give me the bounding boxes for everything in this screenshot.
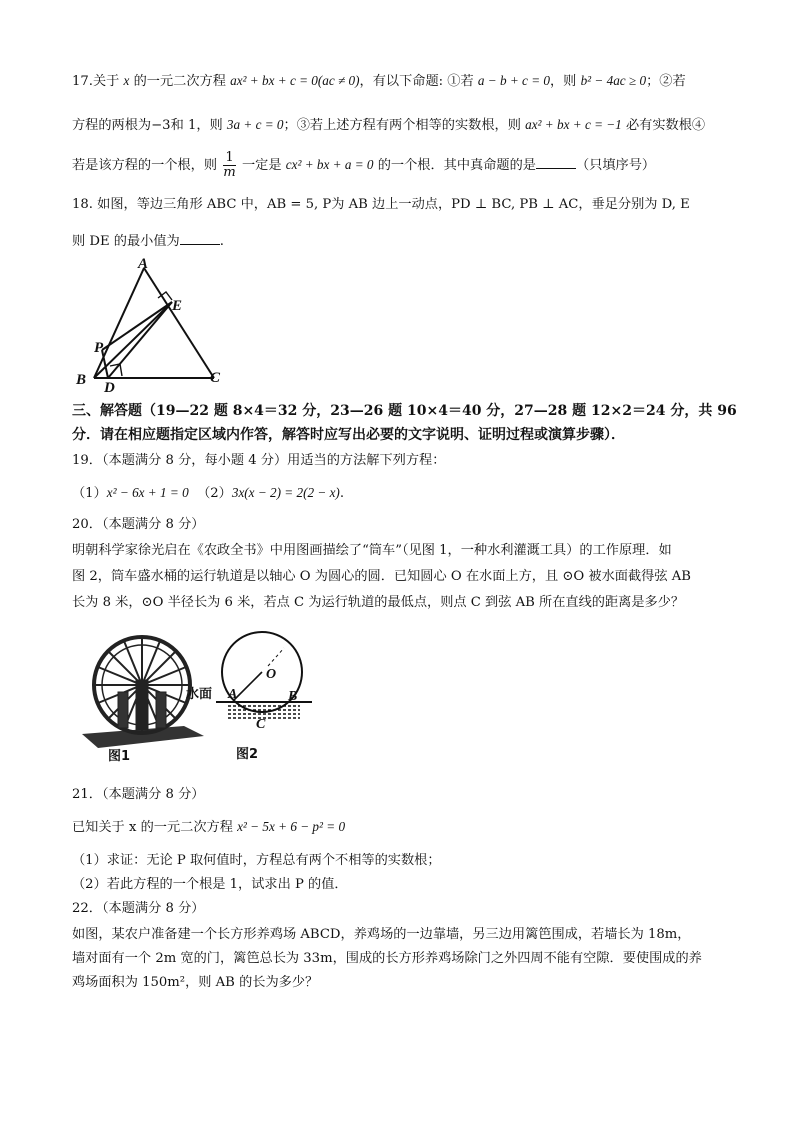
q18-line1: 18. 如图，等边三角形 ABC 中，AB = 5, P为 AB 边上一动点，PD ⊥ BC, PB ⊥ AC，垂足分别为 D, E	[72, 197, 690, 212]
q20-line4: 长为 8 米，⊙O 半径长为 6 米，若点 C 为运行轨道的最低点，则点 C 到弦 AB 所在直线的距离是多少？	[72, 595, 685, 610]
section-3-heading: 三、解答题（19—22 题 8×4＝32 分，23—26 题 10×4＝40 分，27—28 题 12×2＝24 分，共 96	[72, 403, 737, 419]
q21-part2: （2）若此方程的一个根是 1，试求出 P 的值．	[72, 877, 348, 892]
fraction-1-over-m: $\frac{1}{m}$	[223, 150, 236, 180]
label-b: B	[76, 372, 87, 388]
q19-equations: （1）x² − 6x + 1 = 0 （2）3x(x − 2) = 2(2 − x).	[72, 485, 345, 501]
q18-line2: 则 DE 的最小值为 .	[72, 234, 224, 249]
label-c: C	[210, 370, 221, 386]
q22-line3: 墙对面有一个 2m 宽的门，篱笆总长为 33m，围成的长方形养鸡场除门之外四周不能有空隙．要使围成的养	[72, 951, 702, 966]
label-b: B	[288, 689, 298, 704]
dashed-line	[268, 648, 284, 666]
label-a: A	[228, 687, 238, 702]
q21-equation: x² − 5x + 6 − p² = 0	[237, 819, 346, 834]
label-a: A	[138, 256, 149, 272]
figure-1-caption: 图1	[108, 749, 131, 764]
equation-1: x² − 6x + 1 = 0	[106, 485, 189, 500]
q17-equation: ax² + bx + c = 0(ac ≠ 0)	[230, 73, 360, 88]
q22-line2: 如图，某农户准备建一个长方形养鸡场 ABCD，养鸡场的一边靠墙，另三边用篱笆围成，若墙长为 18m，	[72, 927, 691, 942]
q20-line1: 20．（本题满分 8 分）	[72, 517, 205, 532]
q22-line1: 22．（本题满分 8 分）	[72, 901, 205, 916]
q19-line1: 19．（本题满分 8 分，每小题 4 分）用适当的方法解下列方程：	[72, 453, 446, 468]
side-ab	[94, 268, 144, 378]
equation-2: 3x(x − 2) = 2(2 − x)	[231, 485, 340, 500]
answer-blank	[536, 156, 576, 169]
radius-oa	[234, 672, 262, 700]
q21-line2: 已知关于 x 的一元二次方程 x² − 5x + 6 − p² = 0	[72, 819, 346, 835]
section-3-heading-cont: 分．请在相应题指定区域内作答，解答时应写出必要的文字说明、证明过程或演算步骤）．	[72, 427, 625, 443]
label-d: D	[104, 380, 115, 394]
q17-line3: 若是该方程的一个根，则 $\frac{1}{m}$ 一定是 cx² + bx + a = 0 的一个根．其中真命题的是 （只填序号）	[72, 150, 656, 180]
wheel-support	[156, 692, 166, 728]
wheel-post	[136, 680, 148, 730]
segment-be	[94, 302, 172, 378]
wheel-support	[118, 692, 128, 728]
label-e: E	[172, 298, 183, 314]
q17-line1: 17.关于 x 的一元二次方程 ax² + bx + c = 0(ac ≠ 0)，有以下命题: ①若 a − b + c = 0，则 b² − 4ac ≥ 0；②若	[72, 73, 686, 89]
label-p: P	[94, 340, 104, 356]
water-surface-label: 水面	[186, 687, 213, 702]
answer-blank	[180, 232, 220, 245]
q17-line2: 方程的两根为−3和 1，则 3a + c = 0；③若上述方程有两个相等的实数根，则 ax² + bx + c = −1 必有实数根④	[72, 117, 706, 133]
circle-figure-2	[180, 624, 330, 765]
figure-2-caption: 图2	[236, 747, 259, 762]
label-o: O	[266, 667, 277, 682]
q22-line4: 鸡场面积为 150m²，则 AB 的长为多少？	[72, 975, 319, 990]
q20-line3: 图 2，筒车盛水桶的运行轨道是以轴心 O 为圆心的圆．已知圆心 O 在水面上方，且 ⊙O 被水面截得弦 AB	[72, 569, 691, 584]
label-c: C	[256, 717, 266, 732]
triangle-figure	[72, 254, 232, 394]
q20-line2: 明朝科学家徐光启在《农政全书》中用图画描绘了“筒车”（见图 1，一种水利灌溉工具）的工作原理．如	[72, 543, 672, 558]
q21-part1: （1）求证：无论 P 取何值时，方程总有两个不相等的实数根；	[72, 853, 441, 868]
q21-line1: 21．（本题满分 8 分）	[72, 787, 205, 802]
